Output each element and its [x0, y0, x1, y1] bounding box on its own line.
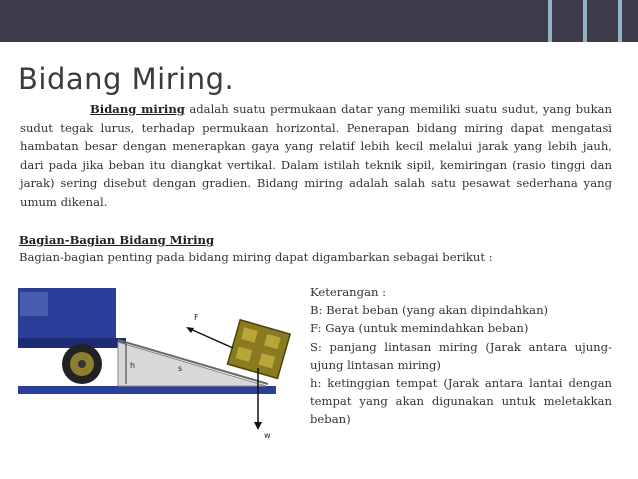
- truck-window: [20, 292, 48, 316]
- legend-item-h: h: ketinggian tempat (Jarak antara lantai dengan tempat yang akan digunakan untuk meletakkan beban): [310, 376, 612, 427]
- inclined-plane-diagram: [18, 282, 296, 442]
- label-f: F: [194, 313, 199, 322]
- banner-accent: [583, 0, 587, 42]
- force-arrow: [188, 328, 233, 348]
- intro-text: adalah suatu permukaan datar yang memiliki suatu sudut, yang bukan sudut tegak lurus, terhadap permukaan horizontal. Penerapan bidang miring dapat mengatasi hambatan besar dengan menerapkan gaya yang relatif lebih kecil melalui jarak yang lebih jauh, dari pada jika beban itu diangkat vertikal. Dalam istilah teknik sipil, kemiringan (rasio tinggi dan jarak) sering disebut dengan gradien. Bidang miring adalah salah satu pesawat sederhana yang umum dikenal.: [20, 102, 612, 209]
- banner-accent: [548, 0, 552, 42]
- banner-accent: [618, 0, 622, 42]
- legend-box: [310, 283, 612, 429]
- slide-title: Bidang Miring.: [18, 62, 235, 96]
- legend-item-b: B: Berat beban (yang akan dipindahkan): [310, 303, 549, 318]
- legend-item-s: S: panjang lintasan miring (Jarak antara ujung-ujung lintasan miring): [310, 339, 612, 372]
- intro-paragraph: [20, 100, 612, 212]
- legend-item-f: F: Gaya (untuk memindahkan beban): [310, 321, 529, 336]
- section-text: Bagian-bagian penting pada bidang miring dapat digambarkan sebagai berikut :: [19, 250, 493, 264]
- section-heading: Bagian-Bagian Bidang Miring: [19, 233, 215, 247]
- top-banner: [0, 0, 638, 42]
- label-w: w: [264, 431, 271, 440]
- intro-lead: Bidang miring: [90, 102, 185, 116]
- weight-arrowhead: [254, 422, 262, 430]
- load-box: [227, 320, 290, 379]
- ground: [18, 386, 276, 394]
- legend-heading: Keterangan :: [310, 285, 387, 299]
- wheel-center: [78, 360, 86, 368]
- truck-bed: [18, 338, 126, 348]
- label-h: h: [130, 361, 136, 370]
- label-s: s: [178, 364, 183, 373]
